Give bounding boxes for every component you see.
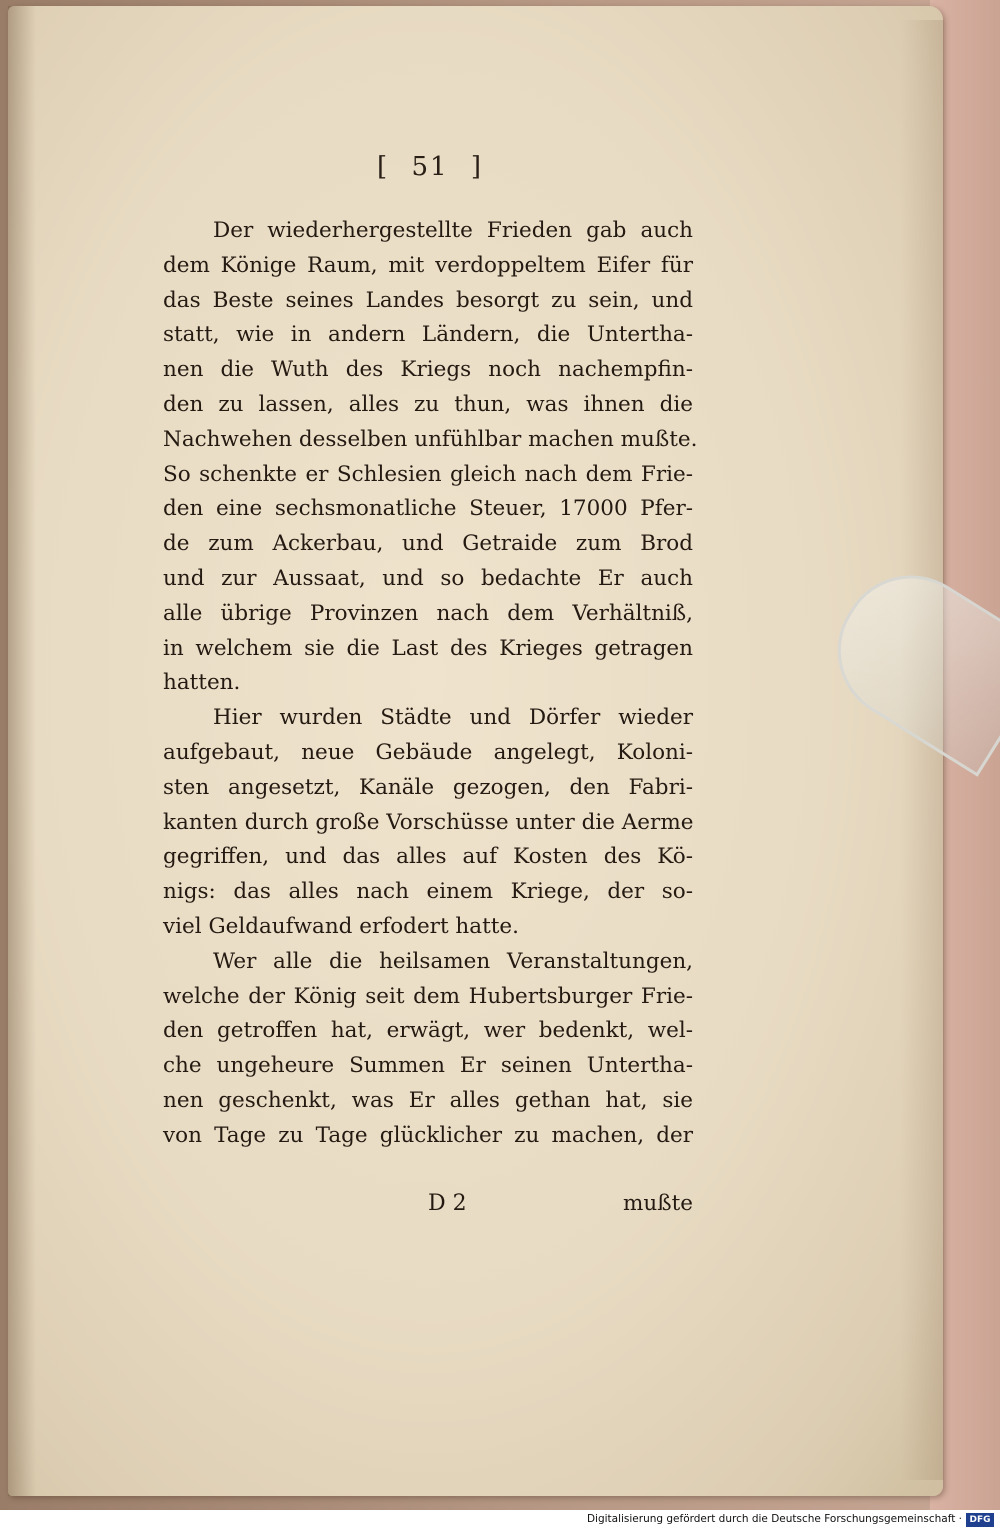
- text-line: che ungeheure Summen Er seinen Untertha-: [163, 1053, 693, 1079]
- text-line: So schenkte er Schlesien gleich nach dem Frie-: [163, 461, 693, 487]
- text-line: welche der König seit dem Hubertsburger Frie-: [163, 983, 693, 1009]
- catchword: mußte: [623, 1191, 693, 1216]
- text-line: statt, wie in andern Ländern, die Untertha-: [163, 322, 693, 348]
- text-line: viel Geldaufwand erfodert hatte.: [163, 913, 519, 939]
- dfg-logo: DFG: [966, 1513, 994, 1527]
- text-line: de zum Ackerbau, und Getraide zum Brod: [163, 531, 693, 557]
- text-line: aufgebaut, neue Gebäude angelegt, Koloni-: [163, 739, 693, 765]
- digitization-footer: [0, 1510, 1000, 1532]
- text-line: Nachwehen desselben unfühlbar machen mußte.: [163, 426, 698, 452]
- text-line: dem Könige Raum, mit verdoppeltem Eifer für: [163, 252, 693, 278]
- text-line: nigs: das alles nach einem Kriege, der so-: [163, 879, 693, 905]
- text-line: Der wiederhergestellte Frieden gab auch: [213, 218, 693, 243]
- text-line: das Beste seines Landes besorgt zu sein, und: [163, 287, 693, 313]
- text-line: gegriffen, und das alles auf Kosten des Kö-: [163, 844, 693, 870]
- header-bracket-close: ]: [470, 152, 483, 182]
- text-line: den getroffen hat, erwägt, wer bedenkt, wel-: [163, 1018, 693, 1044]
- page-number: 51: [411, 152, 449, 182]
- text-line: den eine sechsmonatliche Steuer, 17000 Pfer-: [163, 496, 693, 522]
- text-line: sten angesetzt, Kanäle gezogen, den Fabri-: [163, 774, 693, 800]
- text-line: von Tage zu Tage glücklicher zu machen, der: [163, 1122, 693, 1148]
- text-line: hatten.: [163, 670, 241, 696]
- header-bracket-open: [: [377, 152, 390, 182]
- text-line: nen geschenkt, was Er alles gethan hat, sie: [163, 1087, 693, 1113]
- text-line: den zu lassen, alles zu thun, was ihnen die: [163, 391, 693, 417]
- text-line: Wer alle die heilsamen Veranstaltungen,: [213, 948, 693, 974]
- page-header: [0, 152, 860, 182]
- text-line: alle übrige Provinzen nach dem Verhältniß,: [163, 600, 693, 626]
- text-line: Hier wurden Städte und Dörfer wieder: [213, 705, 693, 731]
- body-text: [163, 214, 698, 1154]
- funding-credit: Digitalisierung gefördert durch die Deutsche Forschungsgemeinschaft ·: [586, 1513, 962, 1525]
- text-line: kanten durch große Vorschüsse unter die Aerme: [163, 809, 694, 835]
- signature-mark: D 2: [428, 1191, 467, 1216]
- text-line: nen die Wuth des Kriegs noch nachempfin-: [163, 357, 693, 383]
- page-gutter-shadow: [8, 6, 36, 1496]
- text-line: und zur Aussaat, und so bedachte Er auch: [163, 565, 693, 591]
- page-footer-line: [163, 1191, 693, 1225]
- text-line: in welchem sie die Last des Krieges getragen: [163, 635, 693, 661]
